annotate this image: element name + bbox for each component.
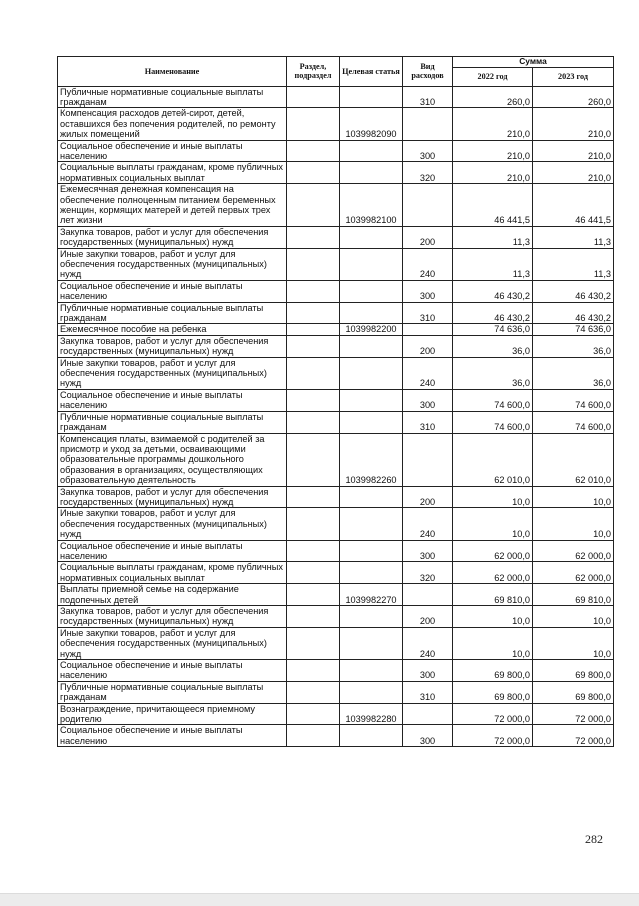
cell-name: Иные закупки товаров, работ и услуг для обеспечения государственных (муниципальных) нужд — [58, 508, 287, 540]
cell-sum-2023: 11,3 — [533, 226, 614, 248]
table-body — [58, 86, 614, 747]
cell-sum-2023: 69 800,0 — [533, 681, 614, 703]
cell-sum-2022: 46 430,2 — [453, 302, 533, 324]
cell-sum-2023: 10,0 — [533, 508, 614, 540]
cell-name: Социальные выплаты гражданам, кроме публичных нормативных социальных выплат — [58, 162, 287, 184]
cell-name: Ежемесячная денежная компенсация на обеспечение полноценным питанием беременных женщин, кормящих матерей и детей первых трех лет жизни — [58, 184, 287, 227]
cell-name: Социальное обеспечение и иные выплаты населению — [58, 725, 287, 747]
cell-name: Публичные нормативные социальные выплаты гражданам — [58, 302, 287, 324]
cell-sum-2022: 10,0 — [453, 627, 533, 659]
header-row — [58, 57, 614, 68]
cell-sum-2023: 46 430,2 — [533, 302, 614, 324]
cell-sum-2022: 10,0 — [453, 508, 533, 540]
cell-sum-2023: 260,0 — [533, 86, 614, 108]
table-header — [58, 57, 614, 87]
cell-sum-2022: 210,0 — [453, 140, 533, 162]
cell-name: Закупка товаров, работ и услуг для обеспечения государственных (муниципальных) нужд — [58, 486, 287, 508]
cell-target — [340, 660, 403, 682]
header-name: Наименование — [58, 57, 287, 87]
cell-section — [287, 508, 340, 540]
cell-section — [287, 411, 340, 433]
cell-expense: 310 — [403, 86, 453, 108]
cell-expense: 320 — [403, 162, 453, 184]
cell-sum-2023: 74 636,0 — [533, 324, 614, 335]
cell-expense — [403, 703, 453, 725]
cell-sum-2023: 69 810,0 — [533, 584, 614, 606]
cell-target — [340, 302, 403, 324]
cell-section — [287, 660, 340, 682]
cell-name: Социальное обеспечение и иные выплаты населению — [58, 140, 287, 162]
cell-target — [340, 162, 403, 184]
cell-expense: 300 — [403, 540, 453, 562]
table-row — [58, 562, 614, 584]
cell-name: Компенсация расходов детей-сирот, детей, оставшихся без попечения родителей, по ремонту жилых помещений — [58, 108, 287, 140]
cell-sum-2023: 10,0 — [533, 606, 614, 628]
cell-target — [340, 248, 403, 280]
table-row — [58, 584, 614, 606]
cell-expense: 240 — [403, 508, 453, 540]
cell-expense: 310 — [403, 411, 453, 433]
cell-target — [340, 508, 403, 540]
cell-sum-2022: 72 000,0 — [453, 703, 533, 725]
table-row — [58, 508, 614, 540]
cell-sum-2022: 10,0 — [453, 486, 533, 508]
cell-name: Социальное обеспечение и иные выплаты населению — [58, 389, 287, 411]
table-row — [58, 302, 614, 324]
cell-target — [340, 681, 403, 703]
header-sum: Сумма — [453, 57, 614, 68]
cell-sum-2022: 74 636,0 — [453, 324, 533, 335]
cell-sum-2023: 62 000,0 — [533, 540, 614, 562]
cell-section — [287, 627, 340, 659]
cell-sum-2022: 74 600,0 — [453, 411, 533, 433]
table-row — [58, 411, 614, 433]
header-target: Целевая статья — [340, 57, 403, 87]
cell-expense: 300 — [403, 389, 453, 411]
cell-section — [287, 540, 340, 562]
cell-sum-2022: 11,3 — [453, 226, 533, 248]
cell-name: Закупка товаров, работ и услуг для обеспечения государственных (муниципальных) нужд — [58, 226, 287, 248]
cell-sum-2023: 11,3 — [533, 248, 614, 280]
cell-expense: 310 — [403, 681, 453, 703]
cell-sum-2023: 46 430,2 — [533, 280, 614, 302]
cell-sum-2022: 69 810,0 — [453, 584, 533, 606]
cell-target — [340, 725, 403, 747]
cell-target — [340, 606, 403, 628]
cell-target — [340, 411, 403, 433]
cell-sum-2023: 74 600,0 — [533, 389, 614, 411]
cell-name: Иные закупки товаров, работ и услуг для обеспечения государственных (муниципальных) нужд — [58, 627, 287, 659]
cell-sum-2022: 36,0 — [453, 357, 533, 389]
cell-expense: 240 — [403, 627, 453, 659]
cell-target — [340, 486, 403, 508]
cell-sum-2023: 36,0 — [533, 357, 614, 389]
cell-name: Закупка товаров, работ и услуг для обеспечения государственных (муниципальных) нужд — [58, 335, 287, 357]
cell-section — [287, 86, 340, 108]
cell-section — [287, 280, 340, 302]
cell-sum-2022: 62 000,0 — [453, 562, 533, 584]
cell-target: 1039982270 — [340, 584, 403, 606]
cell-section — [287, 681, 340, 703]
table-row — [58, 389, 614, 411]
cell-expense: 200 — [403, 486, 453, 508]
cell-target: 1039982260 — [340, 433, 403, 486]
cell-sum-2023: 74 600,0 — [533, 411, 614, 433]
table-row — [58, 703, 614, 725]
cell-sum-2023: 36,0 — [533, 335, 614, 357]
table-row — [58, 280, 614, 302]
cell-section — [287, 335, 340, 357]
table-row — [58, 606, 614, 628]
table-row — [58, 184, 614, 227]
cell-expense: 240 — [403, 248, 453, 280]
cell-sum-2022: 11,3 — [453, 248, 533, 280]
cell-section — [287, 302, 340, 324]
cell-section — [287, 606, 340, 628]
cell-target — [340, 86, 403, 108]
cell-expense: 300 — [403, 660, 453, 682]
cell-section — [287, 162, 340, 184]
cell-name: Выплаты приемной семье на содержание подопечных детей — [58, 584, 287, 606]
cell-target — [340, 562, 403, 584]
cell-section — [287, 108, 340, 140]
cell-sum-2022: 210,0 — [453, 162, 533, 184]
header-2022: 2022 год — [453, 67, 533, 86]
cell-expense — [403, 584, 453, 606]
cell-sum-2023: 62 010,0 — [533, 433, 614, 486]
cell-section — [287, 725, 340, 747]
cell-expense: 200 — [403, 606, 453, 628]
cell-name: Ежемесячное пособие на ребенка — [58, 324, 287, 335]
cell-target: 1039982200 — [340, 324, 403, 335]
table-row — [58, 86, 614, 108]
cell-name: Компенсация платы, взимаемой с родителей за присмотр и уход за детьми, осваивающими образовательные программы дошкольного образования в организациях, осуществляющих образовательную деятельность — [58, 433, 287, 486]
table-row — [58, 725, 614, 747]
table-row — [58, 627, 614, 659]
cell-expense: 320 — [403, 562, 453, 584]
cell-expense — [403, 433, 453, 486]
cell-sum-2022: 46 441,5 — [453, 184, 533, 227]
scan-bottom-edge — [0, 893, 639, 906]
header-expense: Вид расходов — [403, 57, 453, 87]
cell-expense — [403, 108, 453, 140]
table-row — [58, 357, 614, 389]
cell-name: Закупка товаров, работ и услуг для обеспечения государственных (муниципальных) нужд — [58, 606, 287, 628]
cell-name: Публичные нормативные социальные выплаты гражданам — [58, 681, 287, 703]
table-row — [58, 335, 614, 357]
cell-sum-2022: 36,0 — [453, 335, 533, 357]
cell-name: Вознаграждение, причитающееся приемному родителю — [58, 703, 287, 725]
table-row — [58, 540, 614, 562]
cell-expense: 300 — [403, 140, 453, 162]
cell-name: Социальное обеспечение и иные выплаты населению — [58, 280, 287, 302]
cell-sum-2022: 74 600,0 — [453, 389, 533, 411]
cell-section — [287, 703, 340, 725]
cell-sum-2022: 62 010,0 — [453, 433, 533, 486]
cell-target — [340, 357, 403, 389]
cell-section — [287, 140, 340, 162]
table-row — [58, 433, 614, 486]
cell-name: Иные закупки товаров, работ и услуг для обеспечения государственных (муниципальных) нужд — [58, 357, 287, 389]
table-row — [58, 324, 614, 335]
cell-target — [340, 226, 403, 248]
cell-expense: 310 — [403, 302, 453, 324]
cell-sum-2023: 69 800,0 — [533, 660, 614, 682]
table-row — [58, 226, 614, 248]
table-row — [58, 486, 614, 508]
cell-section — [287, 357, 340, 389]
cell-expense: 240 — [403, 357, 453, 389]
cell-sum-2023: 72 000,0 — [533, 703, 614, 725]
cell-expense: 200 — [403, 335, 453, 357]
cell-section — [287, 486, 340, 508]
cell-section — [287, 226, 340, 248]
cell-expense: 300 — [403, 280, 453, 302]
table-row — [58, 660, 614, 682]
cell-sum-2023: 46 441,5 — [533, 184, 614, 227]
table-row — [58, 248, 614, 280]
cell-name: Социальное обеспечение и иные выплаты населению — [58, 540, 287, 562]
cell-target: 1039982090 — [340, 108, 403, 140]
cell-sum-2022: 72 000,0 — [453, 725, 533, 747]
table-row — [58, 681, 614, 703]
cell-name: Иные закупки товаров, работ и услуг для обеспечения государственных (муниципальных) нужд — [58, 248, 287, 280]
cell-section — [287, 584, 340, 606]
cell-section — [287, 324, 340, 335]
cell-sum-2023: 210,0 — [533, 140, 614, 162]
cell-target — [340, 540, 403, 562]
cell-section — [287, 562, 340, 584]
table-row — [58, 140, 614, 162]
cell-sum-2022: 69 800,0 — [453, 660, 533, 682]
cell-sum-2022: 260,0 — [453, 86, 533, 108]
cell-sum-2023: 210,0 — [533, 162, 614, 184]
cell-expense — [403, 184, 453, 227]
table-row — [58, 108, 614, 140]
cell-sum-2023: 62 000,0 — [533, 562, 614, 584]
cell-expense: 300 — [403, 725, 453, 747]
header-section: Раздел, подраздел — [287, 57, 340, 87]
cell-section — [287, 433, 340, 486]
header-2023: 2023 год — [533, 67, 614, 86]
cell-name: Публичные нормативные социальные выплаты гражданам — [58, 86, 287, 108]
cell-target — [340, 389, 403, 411]
cell-expense — [403, 324, 453, 335]
cell-target — [340, 140, 403, 162]
cell-sum-2022: 210,0 — [453, 108, 533, 140]
cell-sum-2022: 69 800,0 — [453, 681, 533, 703]
cell-sum-2023: 10,0 — [533, 627, 614, 659]
cell-name: Социальные выплаты гражданам, кроме публичных нормативных социальных выплат — [58, 562, 287, 584]
cell-sum-2022: 10,0 — [453, 606, 533, 628]
cell-target: 1039982280 — [340, 703, 403, 725]
cell-expense: 200 — [403, 226, 453, 248]
table-row — [58, 162, 614, 184]
cell-target — [340, 280, 403, 302]
cell-name: Социальное обеспечение и иные выплаты населению — [58, 660, 287, 682]
cell-target — [340, 627, 403, 659]
page-number: 282 — [585, 832, 603, 846]
cell-target — [340, 335, 403, 357]
cell-target: 1039982100 — [340, 184, 403, 227]
cell-section — [287, 184, 340, 227]
cell-sum-2022: 62 000,0 — [453, 540, 533, 562]
cell-name: Публичные нормативные социальные выплаты гражданам — [58, 411, 287, 433]
cell-sum-2022: 46 430,2 — [453, 280, 533, 302]
cell-section — [287, 389, 340, 411]
cell-section — [287, 248, 340, 280]
cell-sum-2023: 10,0 — [533, 486, 614, 508]
budget-table — [57, 56, 614, 747]
cell-sum-2023: 210,0 — [533, 108, 614, 140]
cell-sum-2023: 72 000,0 — [533, 725, 614, 747]
